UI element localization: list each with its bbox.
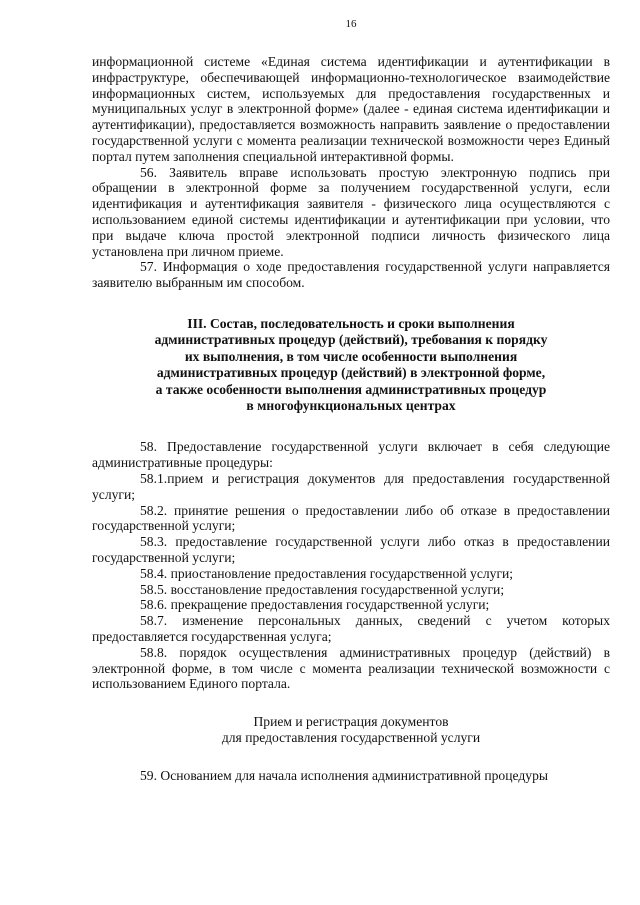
- paragraph-continuation: информационной системе «Единая система идентификации и аутентификации в инфраструктуре, обеспечивающей информационно-технологическое взаимодействие информационных систем, используемых для предоставления государственных и муниципальных услуг в электронной форме» (далее - единая система идентификации и аутентификации), предоставляется возможность направить заявление о предоставлении государственной услуги с момента реализации технической возможности через Единый портал путем заполнения специальной интерактивной формы.: [92, 54, 610, 164]
- subsection-heading-line: Прием и регистрация документов: [253, 714, 449, 730]
- section-title-line: их выполнения, в том числе особенности выполнения: [184, 348, 518, 364]
- subsection-heading-line: для предоставления государственной услуги: [221, 730, 481, 746]
- list-item-58-4: 58.4. приостановление предоставления государственной услуги;: [140, 565, 514, 581]
- section-title-line: а также особенности выполнения административных процедур: [155, 381, 547, 397]
- subsection-heading: [92, 714, 610, 746]
- section-title-line: административных процедур (действий) в электронной форме,: [156, 365, 546, 381]
- list-item-58-5: 58.5. восстановление предоставления государственной услуги;: [140, 581, 505, 597]
- list-item-58-8: 58.8. порядок осуществления административных процедур (действий) в электронной форме, в том числе с момента реализации технической возможности с использованием Единого портала.: [92, 644, 610, 692]
- list-item-58-6: 58.6. прекращение предоставления государственной услуги;: [140, 597, 490, 613]
- list-item-58-1: 58.1.прием и регистрация документов для предоставления государственной услуги;: [92, 470, 610, 502]
- list-item-58-3: 58.3. предоставление государственной услуги либо отказ в предоставлении государственной услуги;: [92, 534, 610, 565]
- section-title-line: III. Состав, последовательность и сроки выполнения: [187, 315, 515, 331]
- section-title: [92, 316, 610, 414]
- paragraph-59: 59. Основанием для начала исполнения административной процедуры: [140, 768, 548, 784]
- paragraph-56: 56. Заявитель вправе использовать простую электронную подпись при обращении в электронной форме за получением государственной услуги, если идентификация и аутентификация заявителя - физического лица осуществляются с использованием единой системы идентификации и аутентификации при условии, что при выдаче ключа простой электронной подписи личность физического лица установлена при личном приеме.: [92, 164, 610, 259]
- paragraph-57: 57. Информация о ходе предоставления государственной услуги направляется заявителю выбранным им способом.: [92, 259, 610, 291]
- spacer: [92, 414, 610, 439]
- list-item-58-2: 58.2. принятие решения о предоставлении либо об отказе в предоставлении государственной услуги;: [92, 502, 610, 534]
- section-title-line: административных процедур (действий), требования к порядку: [154, 332, 548, 348]
- page-number: 16: [345, 18, 357, 30]
- section-title-line: в многофункциональных центрах: [246, 397, 456, 413]
- list-item-58-7: 58.7. изменение персональных данных, сведений с учетом которых предоставляется государственная услуга;: [92, 613, 610, 644]
- page-content: [92, 18, 610, 784]
- paragraph-58: 58. Предоставление государственной услуги включает в себя следующие административные процедуры:: [92, 439, 610, 471]
